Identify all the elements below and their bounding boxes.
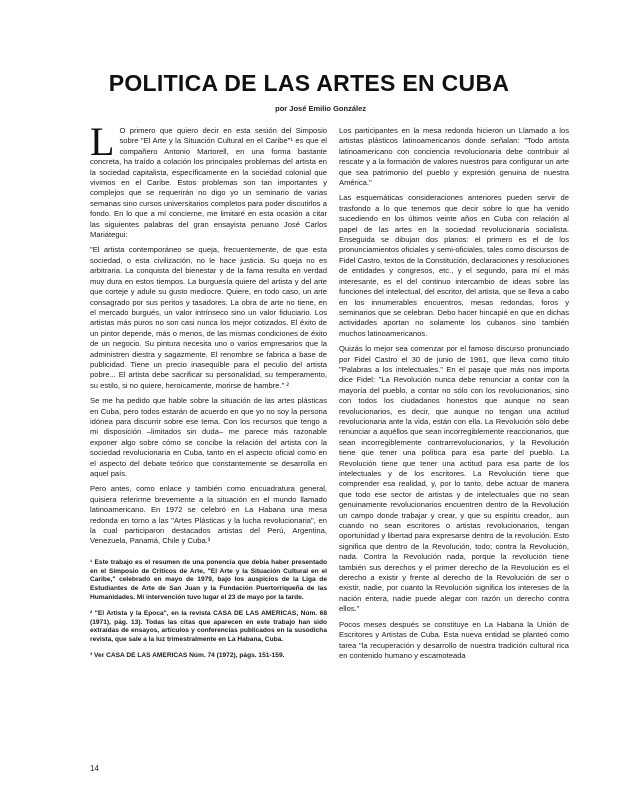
paragraph-round-table: Los participantes en la mesa redonda hicieron un Llamado a los artistas plásticos latinoamericanos donde señalan: "Todo artista latinoamericano con conciencia revolucionaria debe contribuir al rescate y a la formación de valores nuestros para configurar un arte que sea patrimonio del pueblo y expresión genuina de nuestra América." <box>339 126 569 188</box>
footnote-1: ¹ Este trabajo es el resumen de una ponencia que debía haber presentado en el Simposio de Críticos de Arte, "El Arte y la Situación Cultural en el Caribe," celebrado en mayo de 1979, bajo los auspicios de la Liga de Estudiantes de Arte de San Juan y la Fundación Puertorriqueña de las Humanidades. Mi intervención tuvo lugar el 23 de mayo por la tarde. <box>90 558 327 602</box>
paragraph-intro <box>90 119 327 240</box>
paragraph-intro-text: O primero que quiero decir en esta sesión del Simposio sobre "El Arte y la Situación Cultural en el Caribe"¹ es que el compañero Antonio Martorell, en una forma bastante concreta, ha traído a colación los principales problemas del artista en la sociedad capitalista, específicamente en la sociedad colonial que vivimos en el Caribe. Estos problemas son tan importantes y complejos que se requerirán no digo yo un seminario de varias semanas sino cursos universitarios completos para poder discutirlos a fondo. En lo que a mí concierne, me limitaré en esta ocasión a citar las siguientes palabras del gran ensayista peruano José Carlos Mariátegui: <box>90 126 327 240</box>
article-title: POLITICA DE LAS ARTES EN CUBA <box>108 70 510 96</box>
paragraph-fidel-speech: Quizás lo mejor sea comenzar por el famoso discurso pronunciado por Fidel Castro el 30 de junio de 1961, que lleva como título "Palabras a los intelectuales." En el pasaje que más nos importa dice Fidel: "La Revolución nunca debe renunciar a contar con la mayoría del pueblo, a contar no sólo con los revolucionarios, sino con todos los ciudadanos honestos que aunque no sean revolucionarios, es decir, que aunque no tengan una actitud revolucionaria ante la vida, están con ella. La Revolución sólo debe renunciar a aquéllos que sean incorregiblemente reaccionarios, que sean incorregiblemente contrarrevolucionarios, y la Revolución tiene que tener una política para esa parte del pueblo. La Revolución tiene que tener una actitud para esa parte de los intelectuales y de los escritores. La Revolución tiene que comprender esa realidad, y, por lo tanto, debe actuar de manera que todo ese sector de artistas y de intelectuales que no sean genuinamente revolucionarios encuentren dentro de la Revolución un campo donde trabajar y crear, y que su espíritu creador,. aun cuando no sean escritores o artistas revolucionarios, tengan oportunidad y libertad para expresarse dentro de la revolución. Esto significa que dentro de la Revolución, todo; contra la Revolución, nada. Contra la Revolución nada, porque la revolución tiene también sus derechos y el primer derecho de la Revolución es el derecho a existir y frente al derecho de la Revolución de ser o existir, nadie, por cuanto la Revolución significa los intereses de la nación entera, nadie puede alegar con razón un derecho contra ellos." <box>339 344 569 614</box>
right-column <box>339 126 569 666</box>
drop-cap: L <box>90 119 115 164</box>
paragraph-uneac: Pocos meses después se constituye en La Habana la Unión de Escritores y Artistas de Cuba. Esta nueva entidad se planteó como tarea "la recuperación y desarrollo de nuestra tradición cultural rica en contenido humano y escamoteada <box>339 619 569 660</box>
left-column <box>90 119 327 668</box>
footnote-2: ² "El Artista y la Epoca", en la revista CASA DE LAS AMERICAS, Núm. 68 (1971), pág. 13). Todas las citas que aparecen en este trabajo han sido extraídas de ensayos, artículos y conferencias publicados en la susodicha revista, que sale a la luz trimestralmente en La Habana, Cuba. <box>90 609 327 644</box>
quote-mariategui: "El artista contemporáneo se queja, frecuentemente, de que esta sociedad, o esta civilización, no le hace justicia. Su queja no es arbitraria. La conquista del bienestar y de la fama resulta en verdad muy dura en estos tiempos. La burguesía quiere del artista y del arte que corteje y adule su gusto mediocre. Quiere, en todo caso, un arte consagrado por sus peritos y tasadores. La obra de arte no tiene, en el mercado burgués, un valor intrínseco sino un valor fiduciario. Los artistas más puros no son casi nunca los mejor cotizados. El éxito de un pintor depende, más o menos, de las mismas condiciones de éxito de un negocio. Su pintura necesita uno o varios empresarios que la administren diestra y sagazmente. El renombre se fabrica a base de publicidad. Tiene un precio inasequible para el peculio del artista pobre... El artista debe sacrificar su personalidad, su temperamento, su estilo, si no quiere, heroicamente, morirse de hambre." ² <box>90 245 327 390</box>
footnotes <box>90 559 327 661</box>
byline: por José Emilio González <box>275 104 366 113</box>
paragraph-latin-america: Pero antes, como enlace y también como encuadratura general, quisiera referirme brevemente a la situación en el mundo llamado latinoamericano. En 1972 se celebró en La Habana una mesa redonda en torno a las "Artes Plásticas y la lucha revolucionaria", en la cual participaron destacados artistas del Perú, Argentina, Venezuela, Panamá, Chile y Cuba.³ <box>90 484 327 546</box>
footnote-3: ³ Ver CASA DE LAS AMERICAS Núm. 74 (1972), págs. 151-159. <box>90 652 285 660</box>
page-number: 14 <box>90 764 99 773</box>
paragraph-cuba-arts: Se me ha pedido que hable sobre la situación de las artes plásticas en Cuba, pero todos estarán de acuerdo en que yo no soy la persona idónea para discurrir sobre ese tema. Con los recursos que tengo a mi disposición –limitados sin duda– me parece más razonable exponer algo sobre cómo se concibe la relación del artista con la sociedad revolucionaria en Cuba, tanto en el aspecto oficial como en el aspecto del debate teórico que constantemente se desarrolla en aquel país. <box>90 396 327 478</box>
paragraph-considerations: Las esquemáticas consideraciones anteriores pueden servir de trasfondo a lo que tenemos que decir sobre lo que ha venido sucediendo en los últimos veinte años en Cuba con relación al papel de las artes en la sociedad revolucionaria socialista. Enseguida se dibujan dos planos: el primero es el de los pronunciamientos oficiales y semi-oficiales, tales como discursos de Fidel Castro, textos de la Constitución, declaraciones y resoluciones de entidades y congresos, etc., y el segundo, para mí el más interesante, es el del continuo intercambio de ideas sobre las funciones del intelectual, del escritor, del artista, que se lleva a cabo en los innumerables encuentros, mesas redondas, foros y seminarios que se celebran. Debo hacer hincapié en que en dichas actividades aportan no solamente los cubanos sino también muchos latinoamericanos. <box>339 193 569 338</box>
